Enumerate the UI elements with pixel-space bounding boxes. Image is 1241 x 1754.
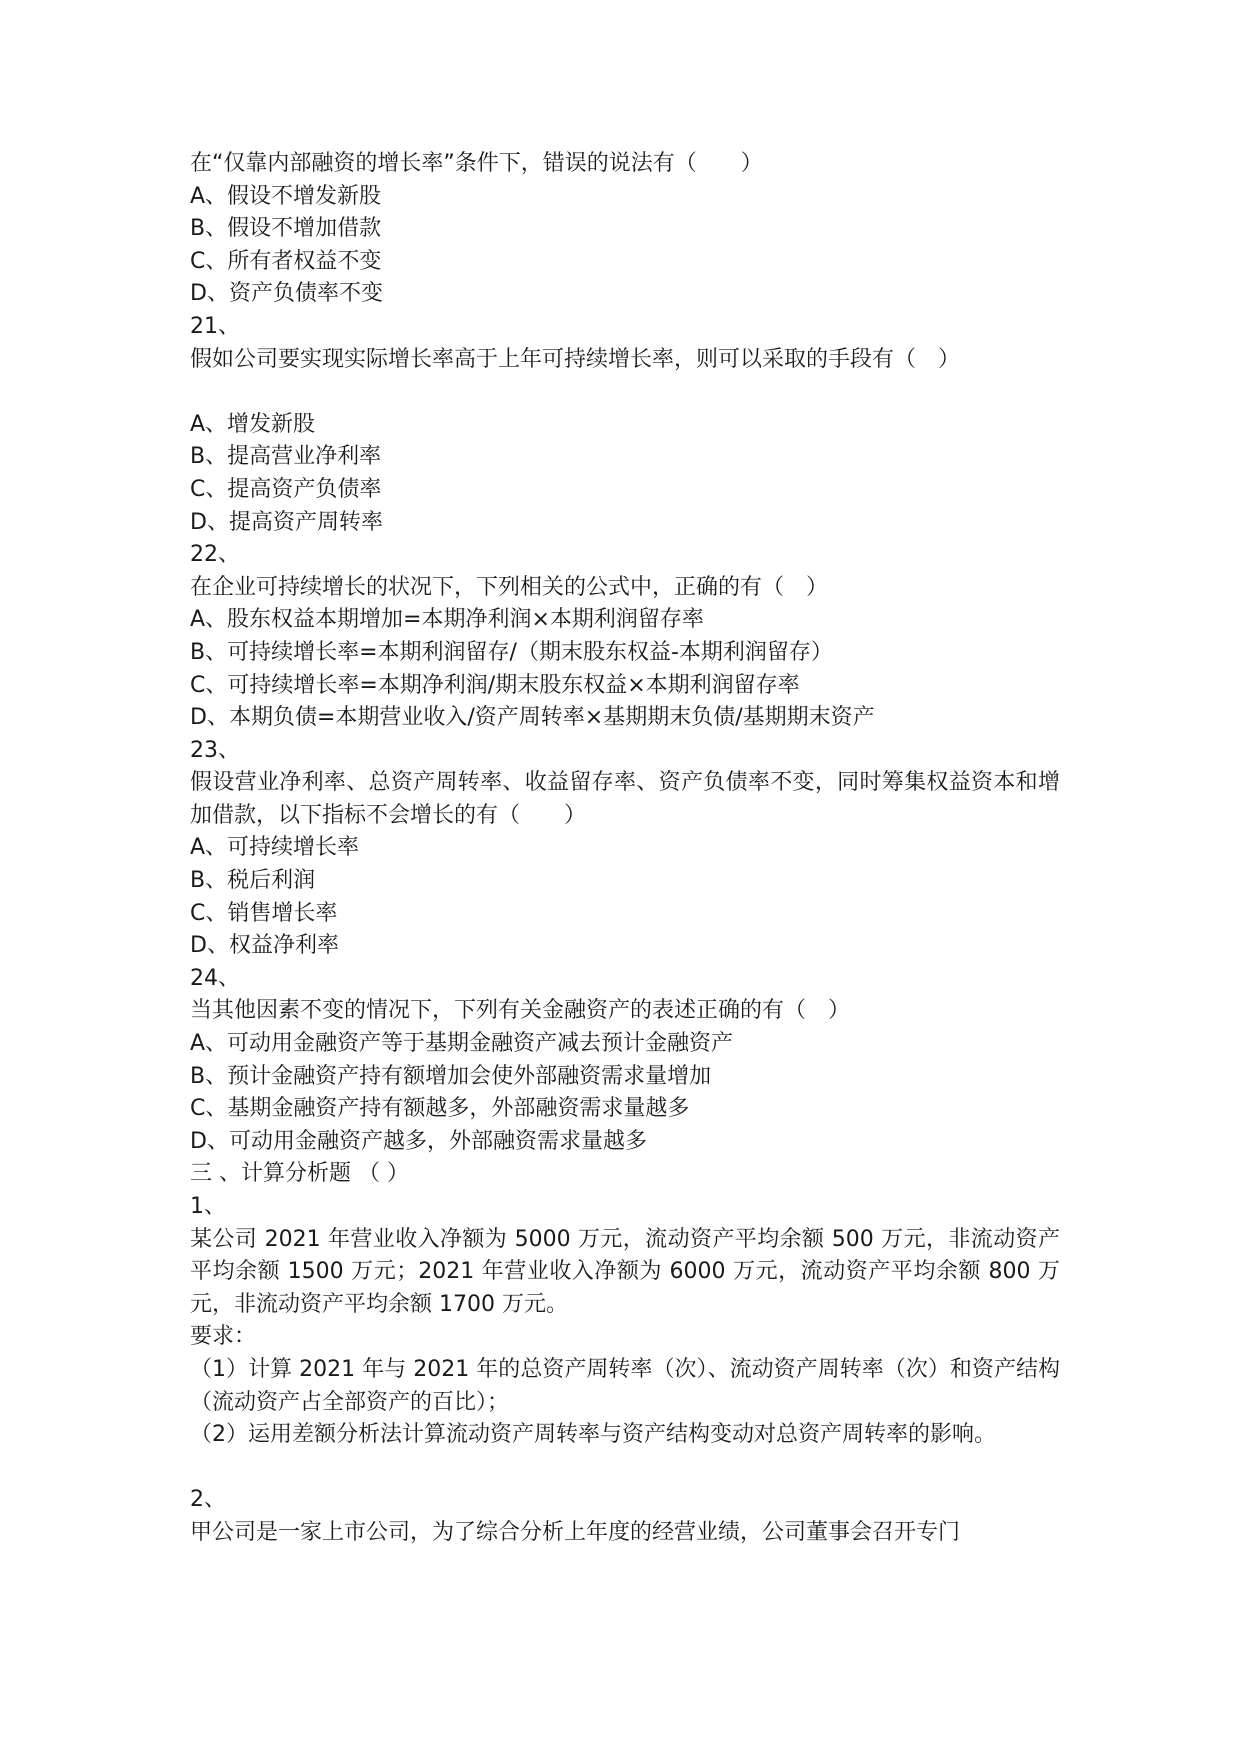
blank-line [190,376,1060,409]
option-d: D、可动用金融资产越多，外部融资需求量越多 [190,1128,647,1154]
option-b: B、提高营业净利率 [190,444,382,470]
option-a: A、股东权益本期增加=本期净利润×本期利润留存率 [190,607,704,633]
option-a: A、可持续增长率 [190,835,360,861]
question-21 [190,311,1060,539]
option-b: B、可持续增长率=本期利润留存/（期末股东权益-本期利润留存） [190,639,833,665]
question-stem: 假如公司要实现实际增长率高于上年可持续增长率，则可以采取的手段有（ ） [190,346,961,372]
option-a: A、可动用金融资产等于基期金融资产减去预计金融资产 [190,1031,734,1057]
option-d: D、资产负债率不变 [190,281,383,307]
question-24 [190,963,1060,1159]
option-d: D、本期负债=本期营业收入/资产周转率×基期期末负债/基期期末资产 [190,705,875,731]
option-c: C、基期金融资产持有额越多，外部融资需求量越多 [190,1096,690,1122]
option-b: B、预计金融资产持有额增加会使外部融资需求量增加 [190,1063,712,1089]
question-number: 21、 [190,313,240,339]
option-b: B、税后利润 [190,868,316,894]
calc-question-2 [190,1484,1060,1549]
question-number: 24、 [190,965,240,991]
question-20 [190,148,1060,311]
question-number: 2、 [190,1487,226,1513]
option-c: C、所有者权益不变 [190,248,382,274]
question-number: 22、 [190,542,240,568]
question-stem: 甲公司是一家上市公司，为了综合分析上年度的经营业绩，公司董事会召开专门 [190,1519,961,1545]
requirement-2: （2）运用差额分析法计算流动资产周转率与资产结构变动对总资产周转率的影响。 [190,1422,996,1448]
option-d: D、权益净利率 [190,933,339,959]
question-stem: 某公司 2021 年营业收入净额为 5000 万元，流动资产平均余额 500 万元，非流动资产平均余额 1500 万元；2021 年营业收入净额为 6000 万元，流动资产平均余额 800 万元，非流动资产平均余额 1700 万元。 [190,1226,1060,1317]
question-23 [190,735,1060,963]
requirement-1: （1）计算 2021 年与 2021 年的总资产周转率（次）、流动资产周转率（次）和资产结构（流动资产占全部资产的百比）； [190,1356,1060,1415]
option-c: C、提高资产负债率 [190,476,382,502]
blank-line [190,1452,1060,1485]
option-d: D、提高资产周转率 [190,509,383,535]
document-body [190,148,1060,1550]
calc-question-1 [190,1191,1060,1484]
question-stem: 假设营业净利率、总资产周转率、收益留存率、资产负债率不变，同时筹集权益资本和增加借款，以下指标不会增长的有（ ） [190,770,1060,828]
question-stem: 在企业可持续增长的状况下，下列相关的公式中，正确的有（ ） [190,574,829,600]
option-a: A、假设不增发新股 [190,183,382,209]
question-stem: 在“仅靠内部融资的增长率”条件下，错误的说法有（ ） [190,151,763,176]
requirements-label: 要求： [190,1324,257,1350]
question-stem: 当其他因素不变的情况下，下列有关金融资产的表述正确的有（ ） [190,998,851,1024]
question-number: 23、 [190,737,240,763]
option-c: C、可持续增长率=本期净利润/期末股东权益×本期利润留存率 [190,672,800,698]
question-22 [190,539,1060,735]
option-b: B、假设不增加借款 [190,216,382,242]
option-a: A、增发新股 [190,411,316,437]
option-c: C、销售增长率 [190,900,338,926]
question-number: 1、 [190,1194,226,1219]
section-heading: 三 、计算分析题 （ ） [190,1161,409,1187]
